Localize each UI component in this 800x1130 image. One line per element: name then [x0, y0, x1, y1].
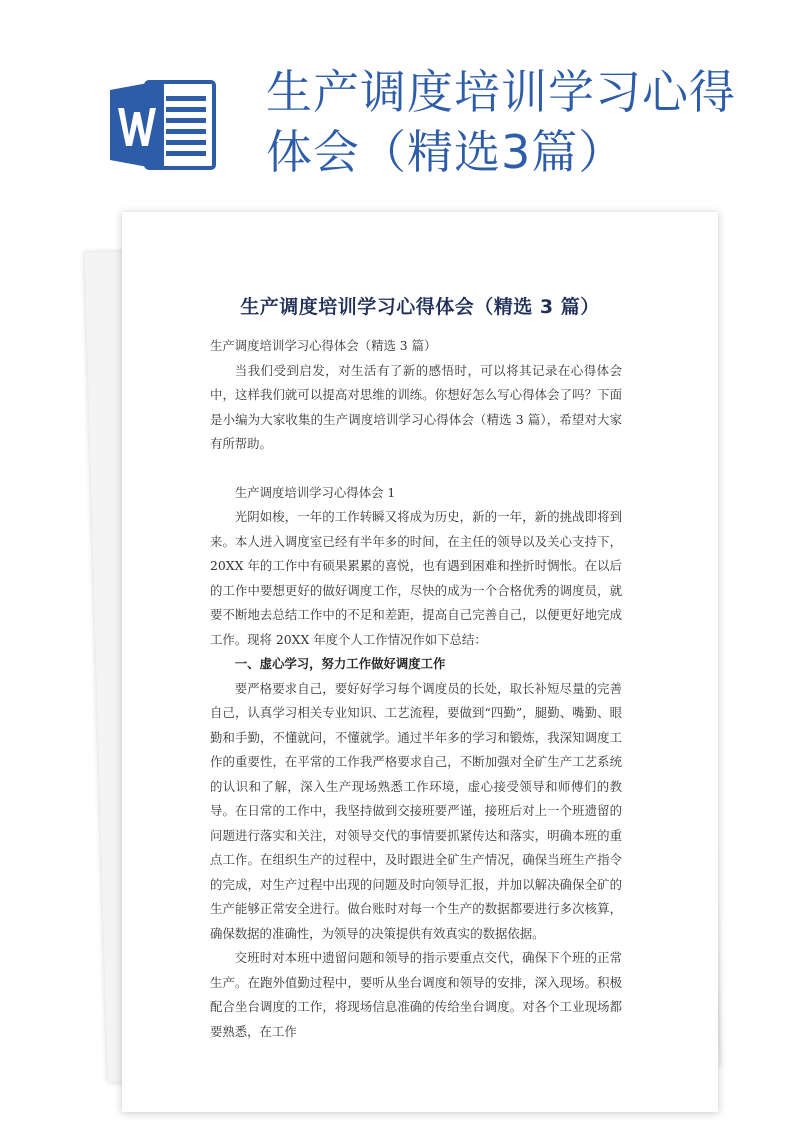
document-subtitle: 生产调度培训学习心得体会（精选 3 篇） [210, 338, 437, 353]
document-page [122, 212, 718, 1112]
paragraph-2: 要严格要求自己，要好好学习每个调度员的长处，取长补短尽量的完善自己，认真学习相关专业知识、工艺流程，要做到“四勤”，腿勤、嘴勤、眼勤和手勤，不懂就问，不懂就学。通过半年多的学习和锻炼，我深知调度工作的重要性，在平常的工作我严格要求自己，不断加强对全矿生产工艺系统的认识和了解，深入生产现场熟悉工作环境，虚心接受领导和师傅们的教导。在日常的工作中，我坚持做到交接班要严谨，接班后对上一个班遗留的问题进行落实和关注，对领导交代的事情要抓紧传达和落实，明确本班的重点工作。在组织生产的过程中，及时跟进全矿生产情况，确保当班生产指令的完成，对生产过程中出现的问题及时向领导汇报，并加以解决确保全矿的生产能够正常安全进行。做台账时对每一个生产的数据都要进行多次核算，确保数据的准确性，为领导的决策提供有效真实的数据依据。 [210, 680, 622, 941]
word-icon [108, 76, 220, 174]
document-title: 生产调度培训学习心得体会（精选 3 篇） [240, 296, 600, 318]
section-heading: 一、虚心学习，努力工作做好调度工作 [234, 656, 446, 671]
document-body [210, 334, 622, 1044]
header [0, 0, 800, 200]
page-title: 生产调度培训学习心得体会（精选3篇） [266, 65, 736, 179]
paragraph-1: 光阴如梭，一年的工作转瞬又将成为历史，新的一年，新的挑战即将到来。本人进入调度室已经有半年多的时间，在主任的领导以及关心支持下，20XX 年的工作中有硕果累累的喜悦，也有遇到困难和挫折时惆怅。在以后的工作中要想更好的做好调度工作，尽快的成为一个合格优秀的调度员，就要不断地去总结工作中的不足和差距，提高自己完善自己，以便更好地完成工作。现将 20XX 年度个人工作情况作如下总结： [210, 509, 622, 647]
paragraph-3: 交班时对本班中遗留问题和领导的指示要重点交代，确保下个班的正常生产。在跑外值勤过程中，要听从坐台调度和领导的安排，深入现场。积极配合坐台调度的工作，将现场信息准确的传给坐台调度。对各个工业现场都要熟悉，在工作 [210, 950, 622, 1039]
section-title: 生产调度培训学习心得体会 1 [234, 484, 396, 500]
intro-paragraph: 当我们受到启发，对生活有了新的感悟时，可以将其记录在心得体会中，这样我们就可以提高对思维的训练。你想好怎么写心得体会了吗？下面是小编为大家收集的生产调度培训学习心得体会（精选 3 篇），希望对大家有所帮助。 [210, 362, 622, 451]
